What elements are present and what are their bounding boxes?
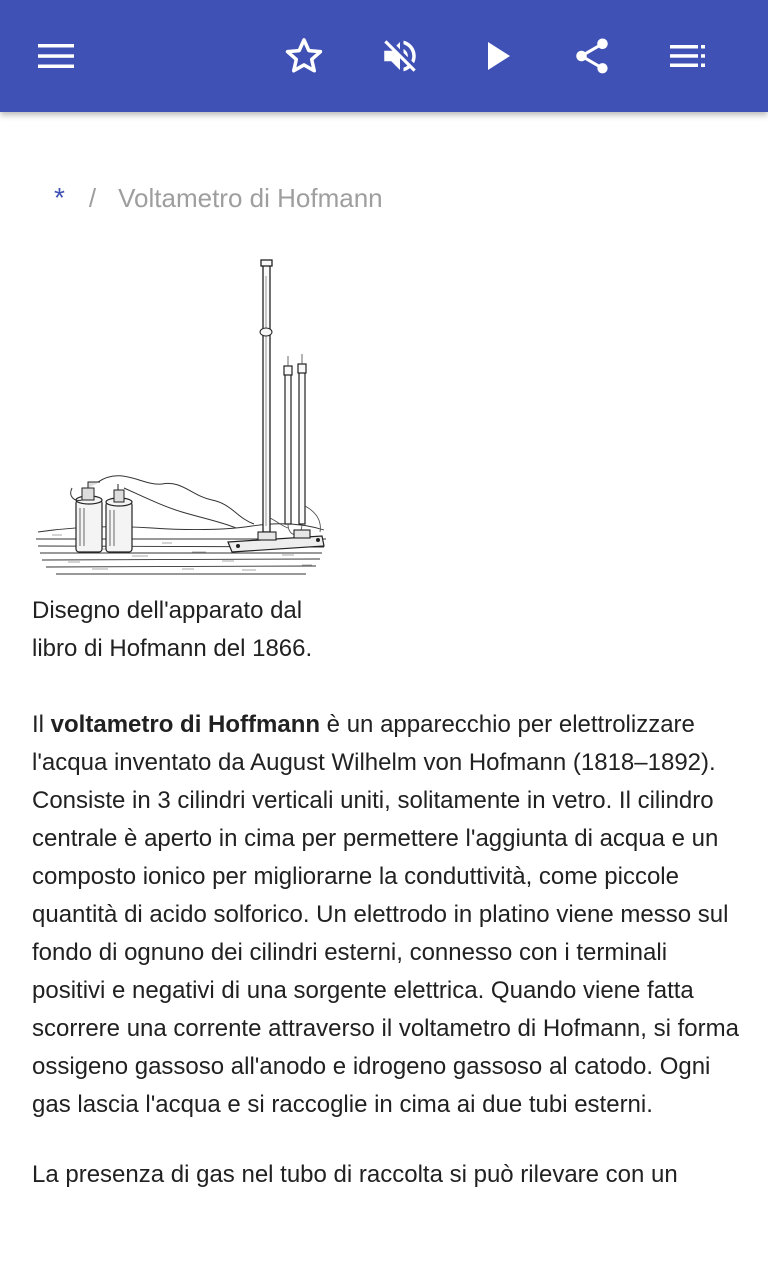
- paragraph-1: [32, 706, 744, 1124]
- star-outline-icon[interactable]: [276, 28, 332, 84]
- hofmann-voltameter-drawing: [32, 256, 332, 584]
- play-icon[interactable]: [470, 28, 526, 84]
- term-voltametro: voltametro di Hoffmann: [50, 711, 321, 738]
- article-image[interactable]: [32, 256, 332, 584]
- list-icon[interactable]: [660, 28, 716, 84]
- paragraph-1-text: è un apparecchio per elettrolizzare l'acqua inventato da August Wilhelm von Hofmann (1818–1892). Consiste in 3 cilindri verticali uniti, solitamente in vetro. Il cilindro centrale è aperto in cima per permettere l'aggiunta di acqua e un composto ionico per migliorarne la conduttività, come piccole quantità di acido solforico. Un elettrodo in platino viene messo sul fondo di ognuno dei cilindri esterni, connesso con i terminali positivi e negativi di una sorgente elettrica. Quando viene fatta scorrere una corrente attraverso il voltametro di Hofmann, si forma ossigeno gassoso all'anodo e idrogeno gassoso al catodo. Ogni gas lascia l'acqua e si raccoglie in cima ai due tubi esterni.: [32, 711, 739, 1118]
- breadcrumb-root-link[interactable]: *: [54, 182, 65, 213]
- breadcrumb: [54, 178, 383, 218]
- paragraph-1-prefix: Il: [32, 711, 51, 738]
- article-body: [32, 706, 744, 1194]
- share-icon[interactable]: [564, 28, 620, 84]
- page-title: Voltametro di Hofmann: [118, 183, 383, 213]
- volume-off-icon[interactable]: [372, 28, 428, 84]
- app-bar: [0, 0, 768, 112]
- paragraph-2: La presenza di gas nel tubo di raccolta si può rilevare con un: [32, 1161, 678, 1188]
- menu-icon[interactable]: [28, 28, 84, 84]
- image-caption: Disegno dell'apparato dal libro di Hofmann del 1866.: [32, 597, 313, 662]
- breadcrumb-separator: /: [88, 183, 97, 213]
